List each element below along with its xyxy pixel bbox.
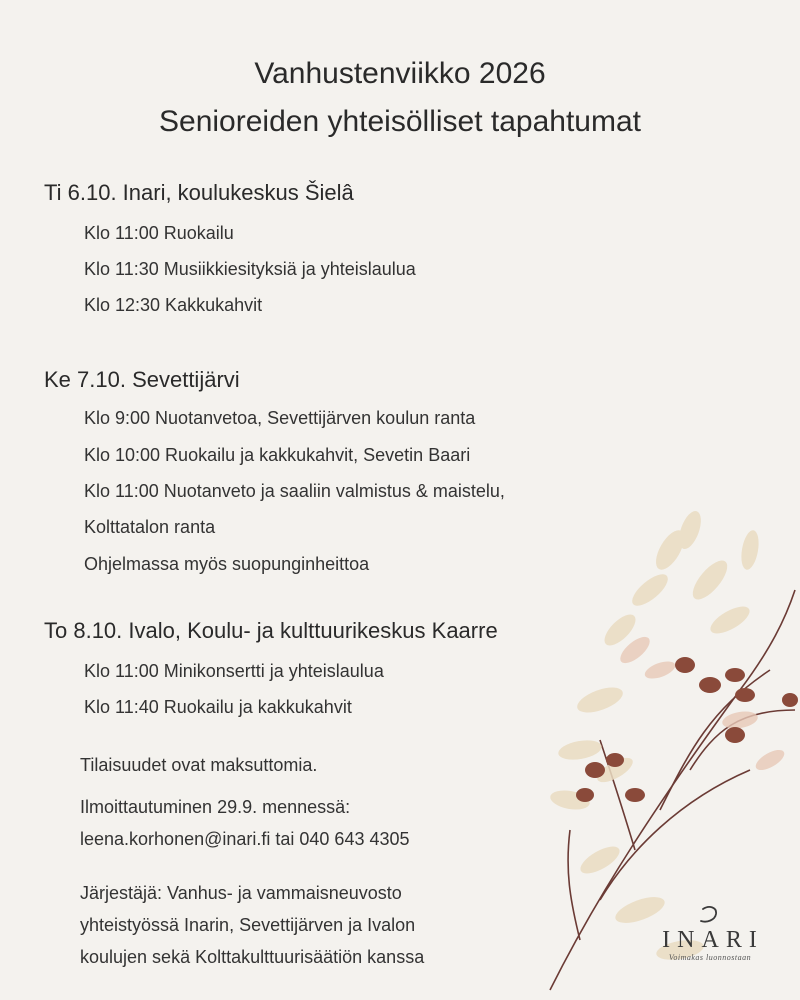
organizer-line: yhteistyössä Inarin, Sevettijärven ja Ivalon xyxy=(80,915,416,935)
inari-logo xyxy=(650,905,770,962)
schedule-item: Klo 9:00 Nuotanvetoa, Sevettijärven koulun ranta xyxy=(84,408,476,428)
free-note: Tilaisuudet ovat maksuttomia. xyxy=(80,755,318,775)
registration-contact: leena.korhonen@inari.fi tai 040 643 4305 xyxy=(80,829,410,849)
logo-name: INARI xyxy=(662,927,764,953)
day-heading-wednesday: Ke 7.10. Sevettijärvi xyxy=(44,367,240,392)
logo-swirl-icon xyxy=(697,905,723,927)
schedule-item: Klo 11:40 Ruokailu ja kakkukahvit xyxy=(84,697,352,717)
day-heading-tuesday: Ti 6.10. Inari, koulukeskus Šielâ xyxy=(44,180,354,205)
schedule-item: Klo 10:00 Ruokailu ja kakkukahvit, Sevetin Baari xyxy=(84,445,471,465)
day-heading-thursday: To 8.10. Ivalo, Koulu- ja kulttuurikeskus Kaarre xyxy=(44,618,498,643)
schedule-item: Klo 11:00 Ruokailu xyxy=(84,223,234,243)
schedule-item: Ohjelmassa myös suopunginheittoa xyxy=(84,554,370,574)
schedule-item: Kolttatalon ranta xyxy=(84,517,216,537)
schedule-item: Klo 12:30 Kakkukahvit xyxy=(84,295,263,315)
page-subtitle: Senioreiden yhteisölliset tapahtumat xyxy=(159,105,641,138)
schedule-item: Klo 11:00 Minikonsertti ja yhteislaulua xyxy=(84,661,384,681)
page-title: Vanhustenviikko 2026 xyxy=(254,57,546,90)
registration-label: Ilmoittautuminen 29.9. mennessä: xyxy=(80,797,351,817)
schedule-item: Klo 11:30 Musiikkiesityksiä ja yhteislaulua xyxy=(84,259,416,279)
title-block xyxy=(0,50,800,146)
logo-tagline: Voimakas luonnostaan xyxy=(668,953,752,962)
organizer-line: koulujen sekä Kolttakulttuurisäätiön kanssa xyxy=(80,947,425,967)
schedule-item: Klo 11:00 Nuotanveto ja saaliin valmistus & maistelu, xyxy=(84,481,505,501)
organizer-line: Järjestäjä: Vanhus- ja vammaisneuvosto xyxy=(80,883,402,903)
